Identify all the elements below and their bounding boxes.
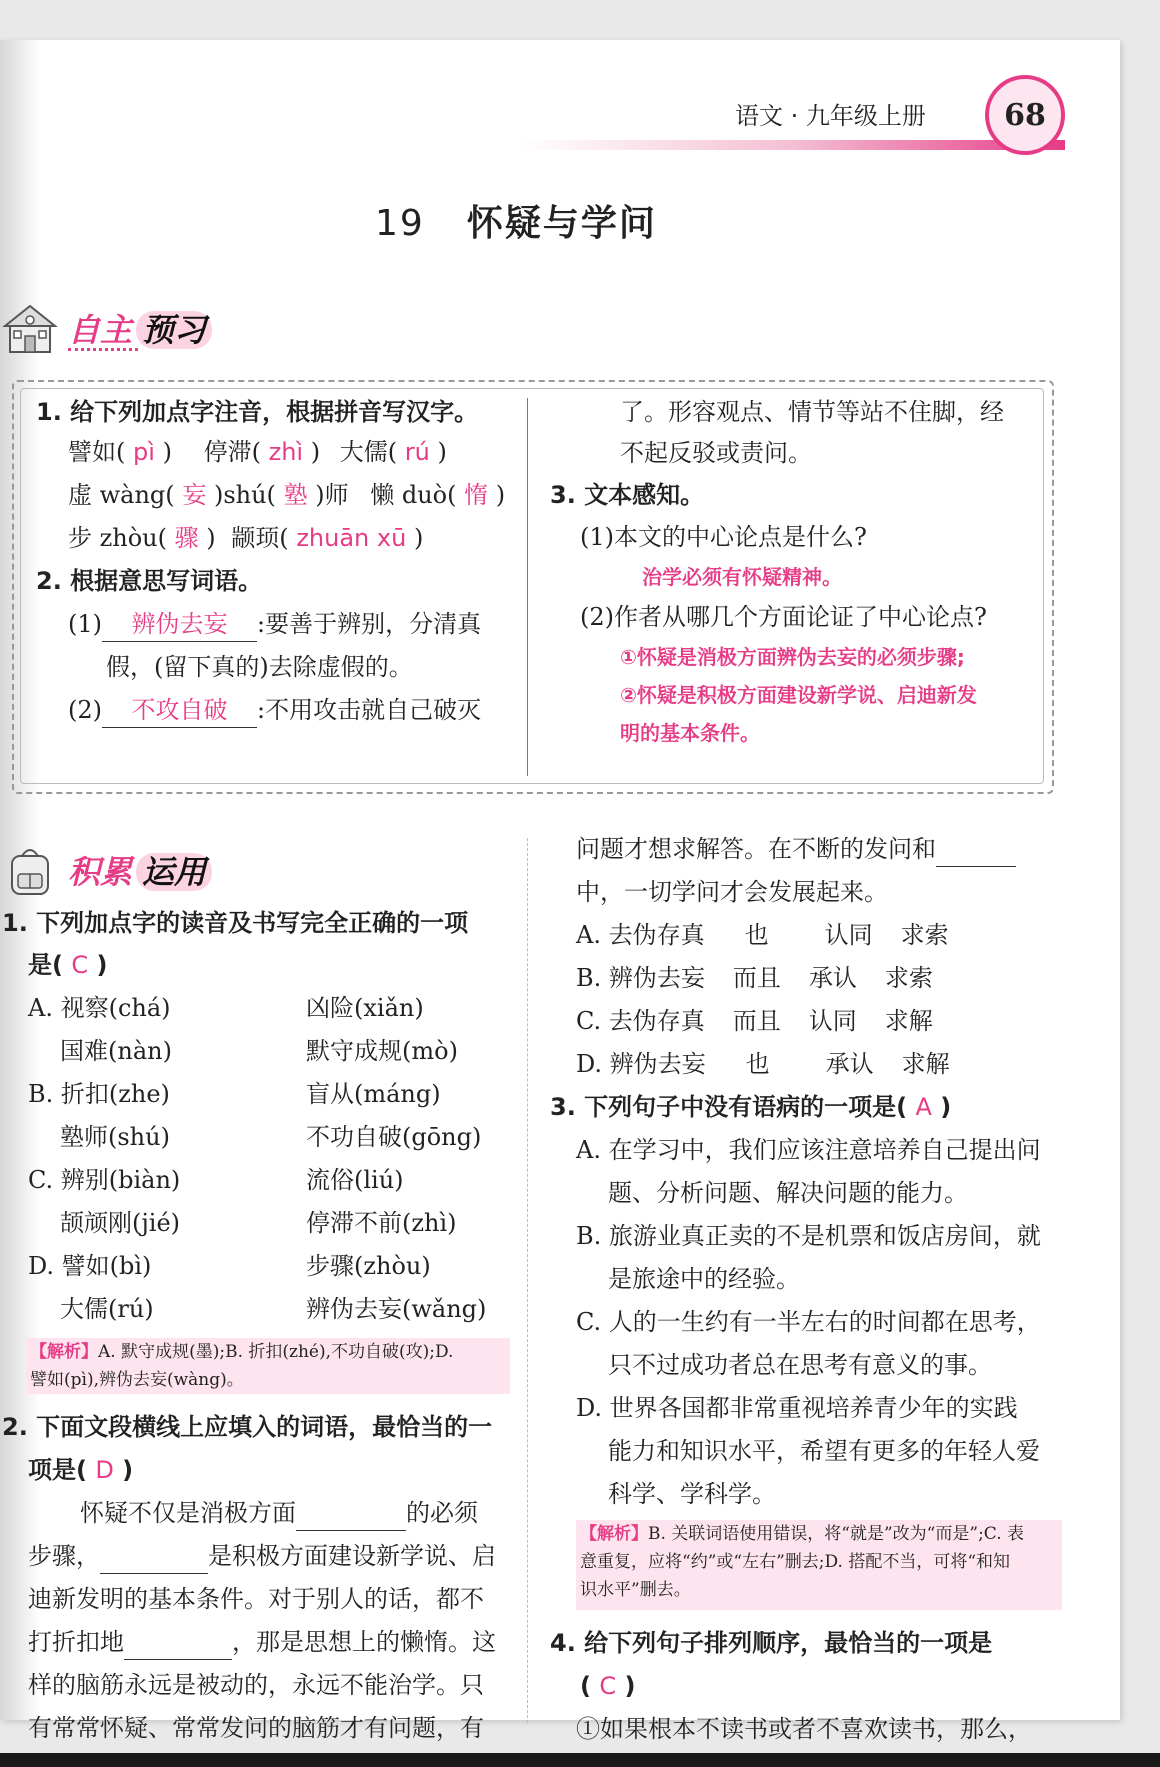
q3-line-6: 只不过成功者总在思考有意义的事。 [608,1351,992,1379]
answer-blank: 不攻自破 [102,693,257,728]
q3-analysis: 【解析】B. 关联词语使用错误，将“就是”改为“而是”;C. 表 意重复，应将“约”或“左右”删去;D. 搭配不当，可将“和知 识水平”删去。 [576,1520,1062,1610]
practice-q4-stem-1: 4. 给下列句子排列顺序，最恰当的一项是 [550,1629,993,1657]
q3-line-4: 是旅途中的经验。 [608,1265,800,1293]
q3-line-9: 科学、学科学。 [608,1480,776,1508]
answer-choice: C [71,951,89,979]
practice-q4-stem-2: ( C ) [580,1672,636,1700]
q1-option-b: B. 折扣(zhe) [28,1080,170,1108]
preview-right-cont1: 了。形容观点、情节等站不住脚，经 [620,398,1004,426]
q3-line-7: D. 世界各国都非常重视培养青少年的实践 [576,1394,1018,1422]
q2-option-b: B. 辨伪去妄 而且 承认 求索 [576,964,933,992]
q2-option-d: D. 辨伪去妄 也 承认 求解 [576,1050,950,1078]
preview-q3-2-answer-1: ①怀疑是消极方面辨伪去妄的必须步骤; [620,645,965,669]
section-dots [68,348,138,351]
q1-option-a-3: 国难(nàn) [60,1037,172,1065]
preview-q3-1-answer: 治学必须有怀疑精神。 [642,565,842,589]
q1-option-d-2: 步骤(zhòu) [306,1252,431,1280]
header-band [520,140,1065,150]
q1-option-b-2: 盲从(máng) [306,1080,441,1108]
page-number-badge [985,75,1065,155]
q2-para-1: 怀疑不仅是消极方面 的必须 [80,1496,478,1531]
q2-para-2: 步骤， 是积极方面建设新学说、启 [28,1539,496,1574]
q1-analysis: 【解析】A. 默守成规(墨);B. 折扣(zhé),不功自破(攻);D. 譬如(pì),辨伪去妄(wàng)。 [26,1338,510,1394]
section-practice-header [0,840,212,900]
preview-right-cont2: 不起反驳或责问。 [620,439,812,467]
q1-option-a-4: 默守成规(mò) [306,1037,458,1065]
preview-divider [527,398,528,776]
section-preview-header [0,298,212,358]
preview-q3: 3. 文本感知。 [550,481,705,509]
preview-q3-2-answer-2: ②怀疑是积极方面建设新学说、启迪新发 [620,683,977,707]
lesson-name: 怀疑与学问 [466,202,657,244]
preview-q1: 1. 给下列加点字注音，根据拼音写汉字。 [36,398,479,426]
school-house-icon [0,298,60,358]
q1-option-c: C. 辨别(biàn) [28,1166,181,1194]
q3-line-1: A. 在学习中，我们应该注意培养自己提出问 [576,1136,1041,1164]
pinyin-row-1: 譬如( pì ) 停滞( zhì ) 大儒( rú ) [68,438,447,466]
preview-q3-1: (1)本文的中心论点是什么? [580,523,867,551]
answer-blank: 辨伪去妄 [102,607,257,642]
header-title: 语文 · 九年级上册 [735,102,926,130]
q2-option-a: A. 去伪存真 也 认同 求索 [576,921,949,949]
preview-q3-2: (2)作者从哪几个方面论证了中心论点? [580,603,987,631]
q3-line-8: 能力和知识水平，希望有更多的年轻人爱 [608,1437,1040,1465]
q3-line-5: C. 人的一生约有一半左右的时间都在思考， [576,1308,1041,1336]
q1-option-d-3: 大儒(rú) [60,1295,154,1323]
pinyin-row-3: 步 zhòu( 骤 ) 颛顼( zhuān xū ) [68,524,424,552]
preview-q3-2-answer-3: 明的基本条件。 [620,721,760,745]
preview-q2-1-cont: 假，(留下真的)去除虚假的。 [106,653,413,681]
q1-option-a: A. 视察(chá) [28,994,171,1022]
preview-q2-1: (1) 辨伪去妄 :要善于辨别，分清真 [68,607,481,642]
practice-q1-stem-2: 是( C ) [28,951,108,979]
practice-q2-stem-2: 项是( D ) [28,1456,134,1484]
q2-para-3: 迪新发明的基本条件。对于别人的话，都不 [28,1585,484,1613]
preview-q2-2: (2) 不攻自破 :不用攻击就自己破灭 [68,693,481,728]
lesson-title [375,195,657,246]
practice-q2-stem-1: 2. 下面文段横线上应填入的词语，最恰当的一 [2,1413,493,1441]
preview-q2: 2. 根据意思写词语。 [36,567,263,595]
bottom-bar [0,1753,1160,1767]
q2-option-c: C. 去伪存真 而且 认同 求解 [576,1007,933,1035]
backpack-icon [0,840,60,900]
q4-line-1: ①如果根本不读书或者不喜欢读书，那么， [576,1715,1032,1743]
q2-para-6: 有常常怀疑、常常发问的脑筋才有问题，有 [28,1714,484,1742]
q2-para-8: 中，一切学问才会发展起来。 [576,878,888,906]
column-divider [527,838,528,1723]
q1-option-a-2: 凶险(xiǎn) [306,994,424,1022]
q1-option-d-4: 辨伪去妄(wǎng) [306,1295,487,1323]
lesson-number: 19 [375,203,425,244]
q2-para-7: 问题才想求解答。在不断的发问和 [576,832,1016,867]
practice-q1-stem-1: 1. 下列加点字的读音及书写完全正确的一项 [2,909,469,937]
q1-option-c-2: 流俗(liú) [306,1166,404,1194]
section-practice-title: 积累 运用 [68,847,212,893]
q1-option-d: D. 譬如(bì) [28,1252,152,1280]
pinyin-row-2: 虚 wàng( 妄 )shú( 塾 )师 懒 duò( 惰 ) [68,481,506,509]
answer-choice: D [95,1456,114,1484]
q1-option-b-4: 不功自破(gōng) [306,1123,482,1151]
page-number: 68 [1004,97,1046,133]
q1-option-b-3: 塾师(shú) [60,1123,170,1151]
q2-para-5: 样的脑筋永远是被动的，永远不能治学。只 [28,1671,484,1699]
q3-line-2: 题、分析问题、解决问题的能力。 [608,1179,968,1207]
practice-q3-stem: 3. 下列句子中没有语病的一项是( A ) [550,1093,952,1121]
q2-para-4: 打折扣地 ，那是思想上的懒惰。这 [28,1625,496,1660]
q1-option-c-4: 停滞不前(zhì) [306,1209,457,1237]
q3-line-3: B. 旅游业真正卖的不是机票和饭店房间，就 [576,1222,1041,1250]
answer-choice: C [599,1672,617,1700]
section-preview-title: 自主 预习 [68,305,212,351]
answer-choice: A [915,1093,932,1121]
q1-option-c-3: 颉颃刚(jié) [60,1209,181,1237]
